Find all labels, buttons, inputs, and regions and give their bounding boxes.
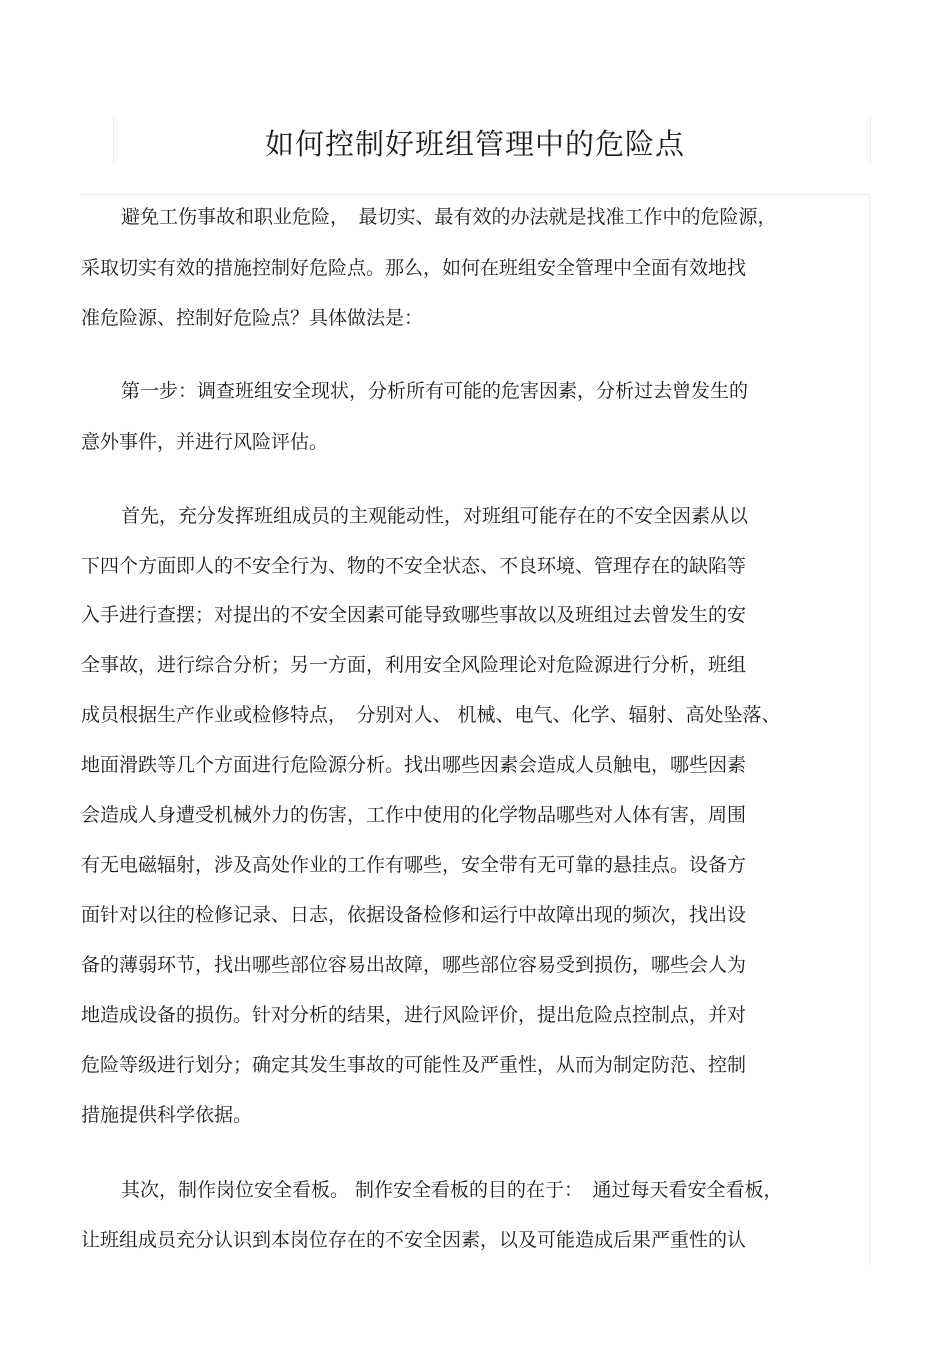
paragraph-3-line-9: 面针对以往的检修记录、日志，依据设备检修和运行中故障出现的频次，找出设 [81, 904, 747, 926]
paragraph-3-line-3: 入手进行查摆；对提出的不安全因素可能导致哪些事故以及班组过去曾发生的安 [81, 604, 747, 626]
paragraph-2-line-1: 第一步：调查班组安全现状，分析所有可能的危害因素，分析过去曾发生的 [121, 380, 749, 402]
paragraph-4-line-2: 让班组成员充分认识到本岗位存在的不安全因素，以及可能造成后果严重性的认 [81, 1229, 747, 1251]
paragraph-3-line-7: 会造成人身遭受机械外力的伤害，工作中使用的化学物品哪些对人体有害，周围 [81, 804, 747, 826]
paragraph-1-line-1: 避免工伤事故和职业危险， 最切实、最有效的办法就是找准工作中的危险源， [121, 206, 777, 228]
paragraph-3-line-11: 地造成设备的损伤。针对分析的结果，进行风险评价，提出危险点控制点，并对 [81, 1004, 747, 1026]
paragraph-3-line-2: 下四个方面即人的不安全行为、物的不安全状态、不良环境、管理存在的缺陷等 [81, 555, 747, 577]
paragraph-1-line-2: 采取切实有效的措施控制好危险点。那么，如何在班组安全管理中全面有效地找 [81, 257, 747, 279]
paragraph-4-line-1: 其次，制作岗位安全看板。 制作安全看板的目的在于： 通过每天看安全看板， [121, 1179, 783, 1201]
paragraph-3-line-10: 备的薄弱环节，找出哪些部位容易出故障，哪些部位容易受到损伤，哪些会人为 [81, 954, 747, 976]
paragraph-2-line-2: 意外事件，并进行风险评估。 [81, 431, 329, 453]
paragraph-3-line-6: 地面滑跌等几个方面进行危险源分析。找出哪些因素会造成人员触电，哪些因素 [81, 754, 747, 776]
paragraph-3-line-5: 成员根据生产作业或检修特点， 分别对人、 机械、电气、化学、辐射、高处坠落、 [81, 704, 781, 726]
paragraph-3-line-1: 首先，充分发挥班组成员的主观能动性，对班组可能存在的不安全因素从以 [121, 505, 749, 527]
paragraph-3-line-4: 全事故，进行综合分析；另一方面，利用安全风险理论对危险源进行分析，班组 [81, 654, 747, 676]
paragraph-3-line-8: 有无电磁辐射，涉及高处作业的工作有哪些，安全带有无可靠的悬挂点。设备方 [81, 854, 747, 876]
document-title: 如何控制好班组管理中的危险点 [264, 127, 685, 161]
paragraph-3-line-12: 危险等级进行划分；确定其发生事故的可能性及严重性，从而为制定防范、控制 [81, 1054, 747, 1076]
paragraph-1-line-3: 准危险源、控制好危险点？具体做法是： [81, 307, 424, 329]
paragraph-3-line-13: 措施提供科学依据。 [81, 1104, 253, 1126]
